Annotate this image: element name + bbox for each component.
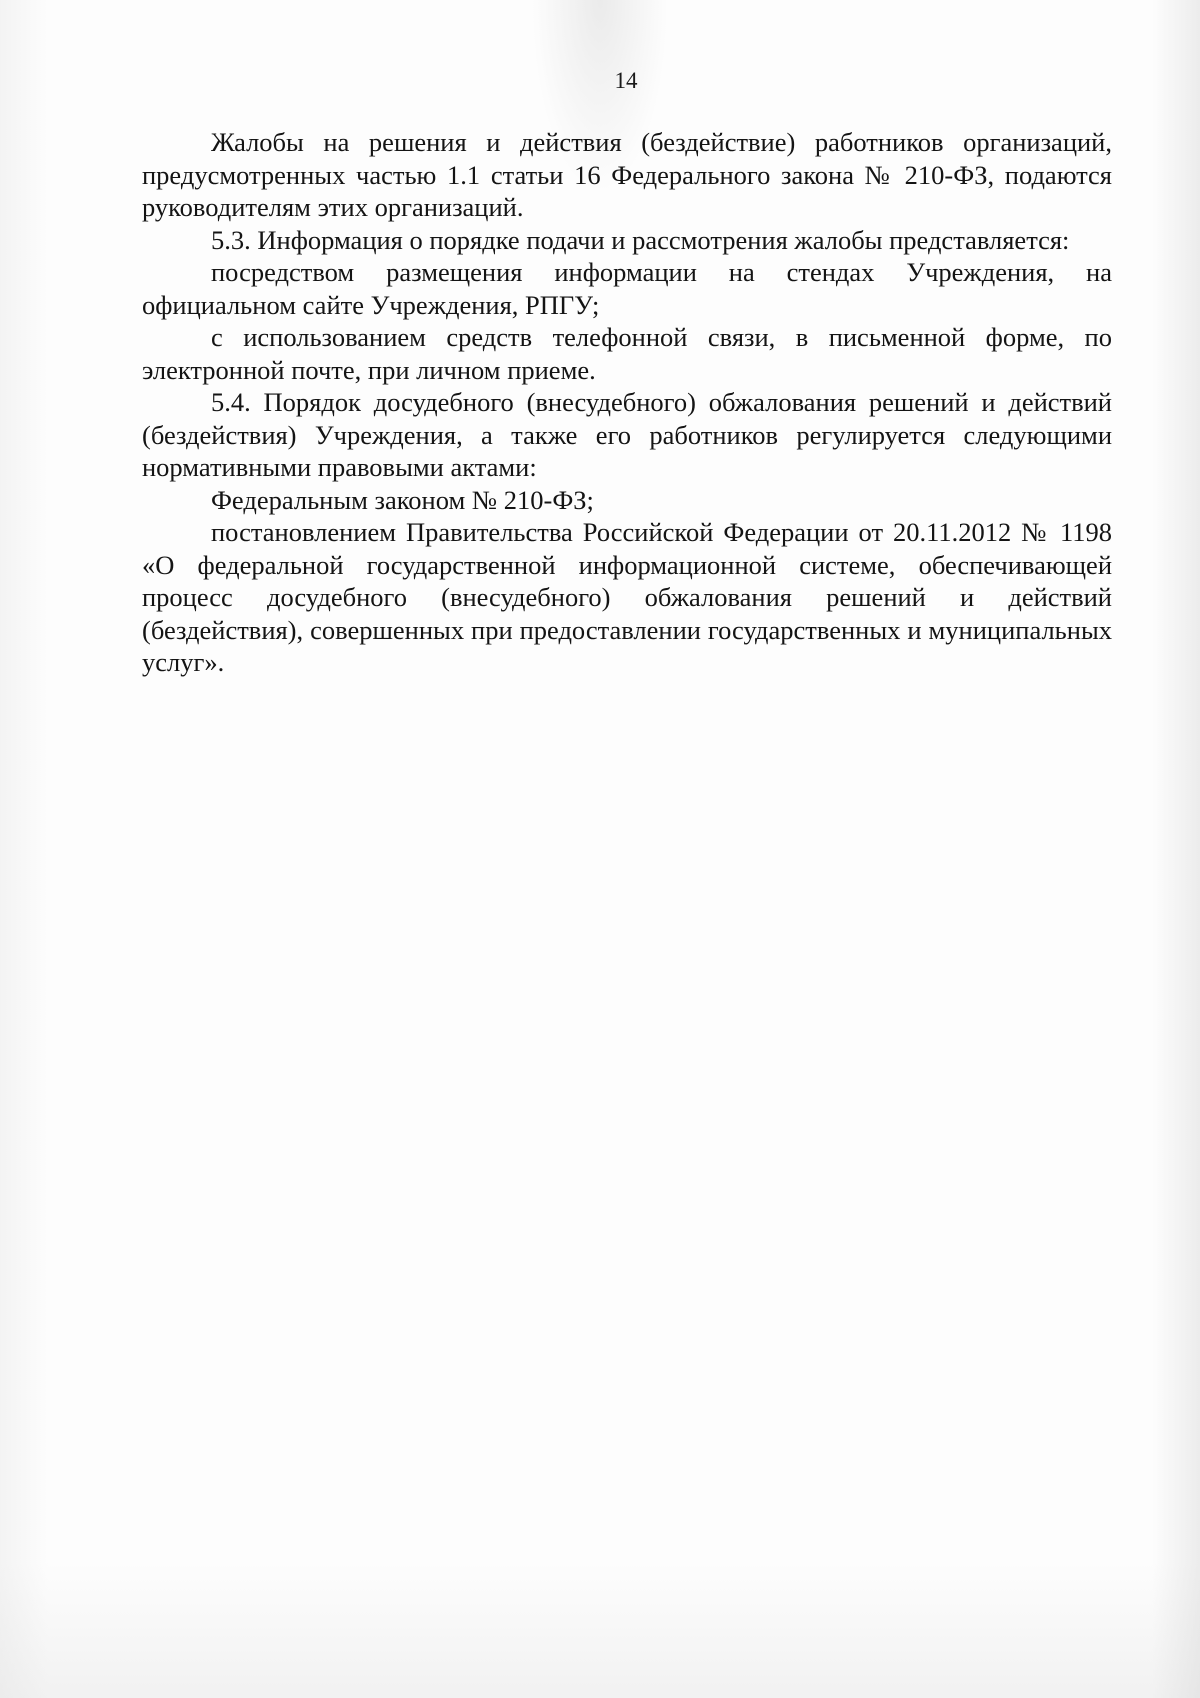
paragraph-government-decree: постановлением Правительства Российской Федерации от 20.11.2012 № 1198 «О федеральной государственной информационной системе, обеспечивающей процесс досудебного (внесудебного) обжалования решений и действий (бездействия), совершенных при предоставлении государственных и муниципальных услуг». <box>142 517 1112 677</box>
document-body <box>142 126 1112 679</box>
paragraph-federal-law: Федеральным законом № 210-ФЗ; <box>211 484 594 515</box>
paragraph-info-phone: с использованием средств телефонной связи, в письменной форме, по электронной почте, при личном приеме. <box>142 322 1112 385</box>
paragraph-5-3: 5.3. Информация о порядке подачи и рассмотрения жалобы представляется: <box>211 224 1070 255</box>
paragraph-5-4: 5.4. Порядок досудебного (внесудебного) обжалования решений и действий (бездействия) Учреждения, а также его работников регулируется следующими нормативными правовыми актами: <box>142 387 1112 482</box>
paragraph-complaints-organizations: Жалобы на решения и действия (бездействие) работников организаций, предусмотренных частью 1.1 статьи 16 Федерального закона № 210-ФЗ, подаются руководителям этих организаций. <box>142 127 1112 222</box>
page-number: 14 <box>614 68 638 93</box>
paragraph-info-stands: посредством размещения информации на стендах Учреждения, на официальном сайте Учреждения, РПГУ; <box>142 257 1112 320</box>
